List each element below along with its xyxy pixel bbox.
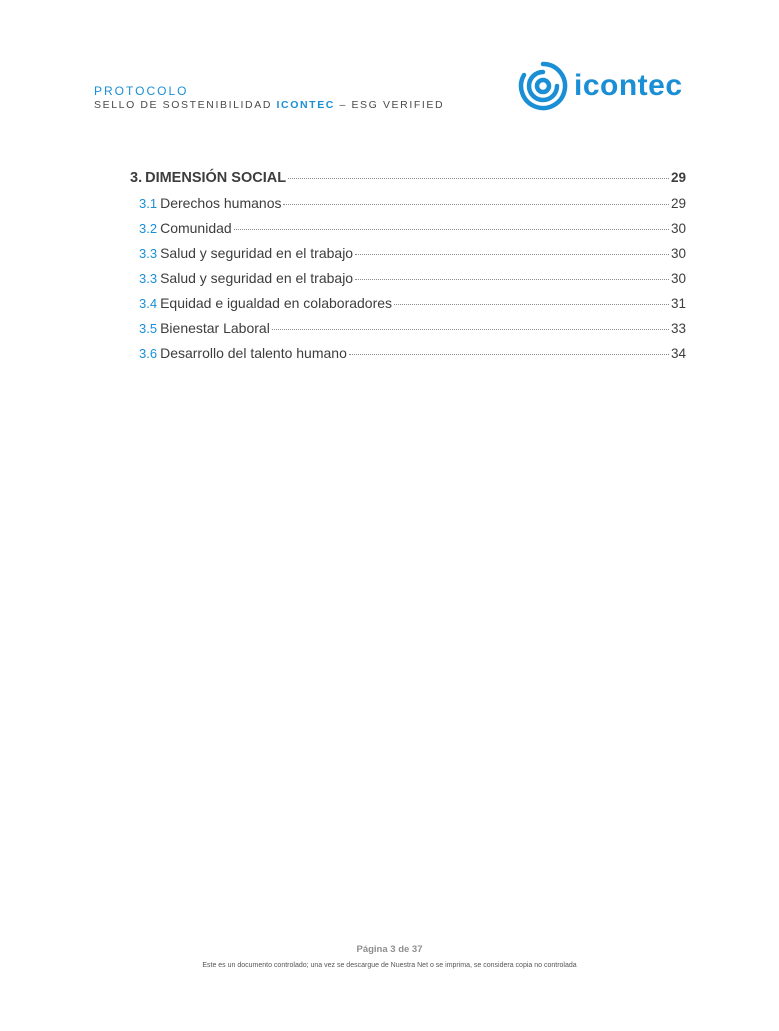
- dot-leader: [283, 204, 668, 205]
- dot-leader: [234, 229, 669, 230]
- table-of-contents: [130, 170, 686, 370]
- toc-entry-3-2[interactable]: [130, 220, 686, 245]
- document-subtitle: [94, 99, 444, 112]
- dot-leader: [355, 254, 669, 255]
- page-counter: Página 3 de 37: [356, 944, 423, 955]
- subtitle-suffix: – ESG VERIFIED: [334, 99, 445, 111]
- controlled-document-disclaimer: Este es un documento controlado; una vez se descargue de Nuestra Net o se imprima, se considera copia no controlada: [202, 962, 577, 969]
- subtitle-brand: ICONTEC: [276, 99, 335, 111]
- toc-title: Comunidad: [160, 220, 232, 236]
- toc-entry-3-6[interactable]: [130, 345, 686, 370]
- toc-title: DIMENSIÓN SOCIAL: [145, 170, 287, 186]
- toc-number: 3.: [130, 170, 143, 186]
- toc-number: 3.3: [139, 271, 158, 286]
- toc-number: 3.4: [139, 296, 158, 311]
- toc-page: 34: [670, 346, 686, 361]
- toc-entry-3-1[interactable]: [130, 195, 686, 220]
- toc-page: 33: [670, 321, 686, 336]
- toc-number: 3.2: [139, 221, 158, 236]
- toc-title: Desarrollo del talento humano: [160, 345, 347, 361]
- document-header: [94, 84, 444, 112]
- toc-entry-3-3[interactable]: [130, 245, 686, 270]
- toc-entry-3[interactable]: [130, 170, 686, 195]
- toc-title: Equidad e igualdad en colaboradores: [160, 295, 393, 311]
- toc-page: 30: [670, 271, 686, 286]
- toc-page: 30: [670, 246, 686, 261]
- toc-entry-3-4[interactable]: [130, 295, 686, 320]
- toc-entry-3-3-duplicate[interactable]: [130, 270, 686, 295]
- dot-leader: [349, 354, 669, 355]
- toc-title: Salud y seguridad en el trabajo: [160, 270, 354, 286]
- toc-number: 3.1: [139, 196, 158, 211]
- toc-title: Bienestar Laboral: [160, 320, 270, 336]
- document-type: PROTOCOLO: [94, 84, 189, 98]
- logo-wordmark: icontec: [574, 69, 683, 102]
- dot-leader: [394, 304, 669, 305]
- toc-entry-3-5[interactable]: [130, 320, 686, 345]
- subtitle-prefix: SELLO DE SOSTENIBILIDAD: [94, 99, 277, 111]
- dot-leader: [272, 329, 669, 330]
- toc-number: 3.6: [139, 346, 158, 361]
- dot-leader: [355, 279, 669, 280]
- toc-page: 29: [670, 170, 686, 185]
- dot-leader: [288, 178, 669, 179]
- toc-title: Salud y seguridad en el trabajo: [160, 245, 354, 261]
- toc-page: 31: [670, 296, 686, 311]
- toc-number: 3.3: [139, 246, 158, 261]
- concentric-rings-logo-icon: [518, 61, 568, 111]
- toc-page: 29: [670, 196, 686, 211]
- toc-title: Derechos humanos: [160, 195, 282, 211]
- icontec-logo: [518, 60, 683, 112]
- toc-number: 3.5: [139, 321, 158, 336]
- toc-page: 30: [670, 221, 686, 236]
